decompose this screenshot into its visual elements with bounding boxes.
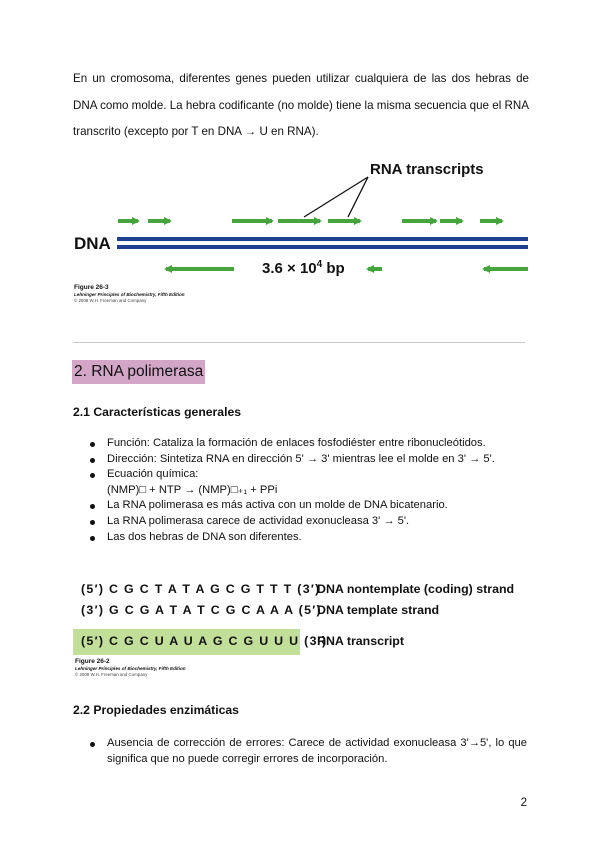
rna-transcripts-label: RNA transcripts (370, 161, 484, 178)
coding-strand-label: DNA nontemplate (coding) strand (317, 582, 515, 596)
page-number: 2 (520, 797, 527, 809)
dna-strand-bottom (117, 245, 528, 249)
figure-source: Lehninger Principles of Biochemistry, Fifth Edition (74, 292, 185, 297)
section-divider (73, 342, 525, 343)
subsection-title: 2.1 Características generales (73, 405, 242, 419)
bullet-icon (90, 458, 95, 463)
subsection-title: 2.2 Propiedades enzimáticas (73, 703, 239, 717)
figure-copyright: © 2008 W.H. Freeman and Company (75, 672, 148, 677)
template-strand-label: DNA template strand (317, 603, 440, 617)
figure-number: Figure 26-2 (75, 658, 110, 665)
list-item: Ecuación química: (NMP)□ + NTP → (NMP)□₊₁ + PPi (73, 467, 527, 498)
list-item: La RNA polimerasa carece de actividad exonucleasa 3' → 5'. (73, 514, 527, 530)
bullet-icon (90, 442, 95, 447)
dna-transcripts-figure (70, 155, 540, 315)
genome-length-label: $3.6 \times 10^4$ bp (262, 259, 345, 277)
list-item: Ausencia de corrección de errores: Carece de actividad exonucleasa 3'→5', lo que significa que no puede corregir errores de incorporación. (73, 736, 527, 767)
dna-strand-top (117, 237, 528, 241)
bullet-icon (90, 473, 95, 478)
list-item: Las dos hebras de DNA son diferentes. (73, 530, 527, 546)
bullet-icon (90, 536, 95, 541)
intro-paragraph: En un cromosoma, diferentes genes pueden utilizar cualquiera de las dos hebras de DNA como molde. La hebra codificante (no molde) tiene la misma secuencia que el RNA transcrito (excepto por T en DNA → U en RNA). (73, 72, 529, 138)
list-item: La RNA polimerasa es más activa con un molde de DNA bicatenario. (73, 498, 527, 514)
figure-caption (74, 284, 185, 304)
figure-number: Figure 26-3 (74, 284, 109, 291)
rna-label: RNA transcript (317, 634, 404, 648)
transcript-pointer-lines (304, 177, 368, 217)
sequence-figure (73, 580, 533, 690)
coding-strand-sequence: (5′) C G C T A T A G C G T T T (3′) (81, 582, 321, 596)
figure-source: Lehninger Principles of Biochemistry, Fifth Edition (75, 666, 186, 671)
dna-label: DNA (74, 234, 111, 253)
template-strand-sequence: (3′) G C G A T A T C G C A A A (5′) (81, 603, 322, 617)
list-item: Dirección: Sintetiza RNA en dirección 5' → 3' mientras lee el molde en 3' → 5'. (73, 452, 527, 468)
bullet-icon (90, 742, 95, 747)
section-title: 2. RNA polimerasa (72, 360, 205, 384)
bullet-icon (90, 504, 95, 509)
properties-list (73, 736, 527, 767)
list-item: Función: Cataliza la formación de enlaces fosfodiéster entre ribonucleótidos. (73, 436, 527, 452)
figure-copyright: © 2008 W.H. Freeman and Company (74, 298, 147, 303)
figure-caption (75, 658, 186, 678)
bullet-icon (90, 520, 95, 525)
rna-sequence: (5′) C G C U A U A G C G U U U (3′) (81, 634, 328, 648)
characteristics-list (73, 436, 527, 545)
chemical-equation: (NMP)□ + NTP → (NMP)□₊₁ + PPi (107, 483, 278, 496)
